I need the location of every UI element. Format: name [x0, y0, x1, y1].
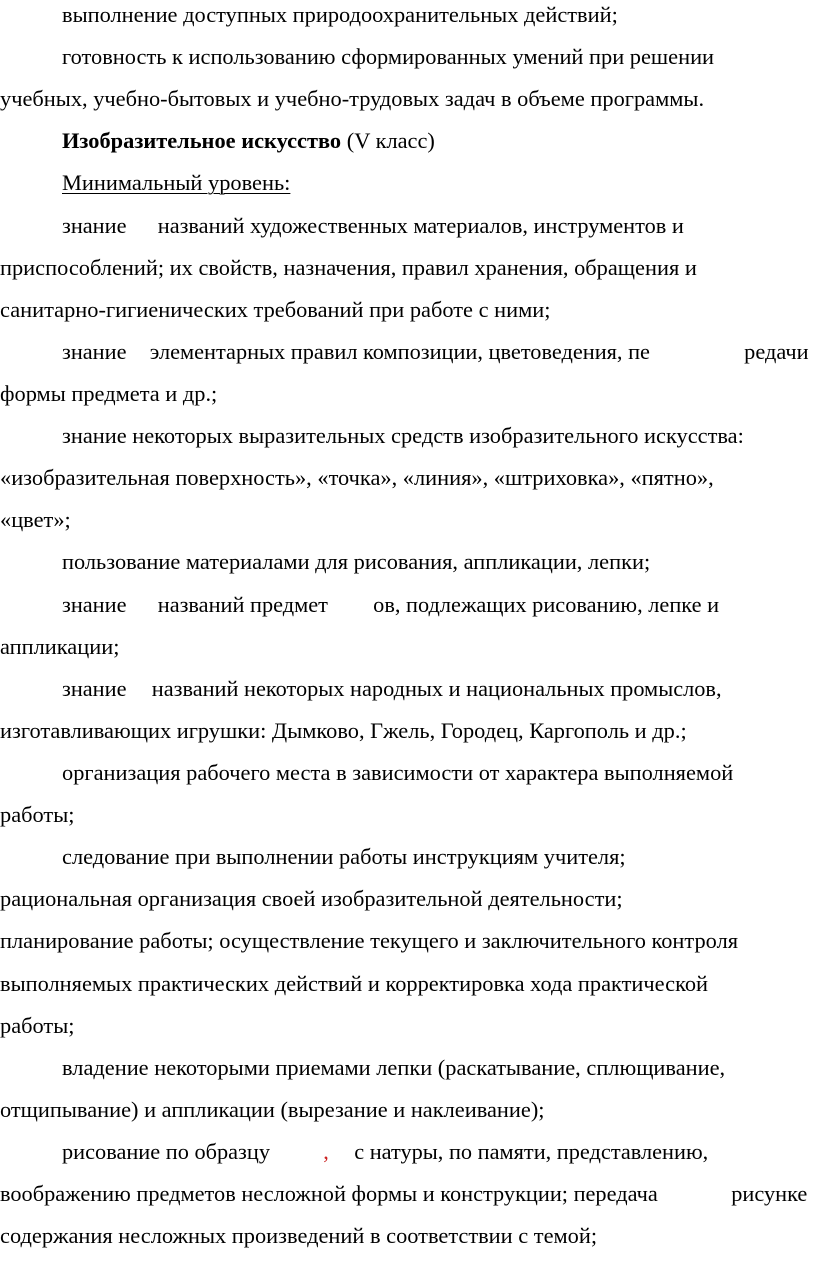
minimal-level-label: Минимальный уровень: — [62, 170, 291, 195]
text-line: организация рабочего места в зависимости от характера выполняемой — [62, 760, 734, 785]
text-line: готовность к использованию сформированных умений при решении — [62, 44, 715, 69]
text-fragment: знание — [62, 213, 127, 238]
text-fragment: с натуры, по памяти, представлению, — [354, 1139, 709, 1164]
text-line: аппликации; — [0, 634, 120, 659]
text-fragment: названий некоторых народных и национальных промыслов, — [151, 676, 722, 701]
text-line: выполняемых практических действий и корректировка хода практической — [0, 971, 709, 996]
text-fragment: рисунке — [731, 1181, 808, 1206]
section-heading — [62, 126, 435, 156]
text-line: санитарно-гигиенических требований при работе с ними; — [0, 297, 551, 322]
text-fragment: ов, подлежащих рисованию, лепке и — [373, 592, 720, 617]
text-line: владение некоторыми приемами лепки (раскатывание, сплющивание, — [62, 1055, 726, 1080]
text-line: планирование работы; осуществление текущего и заключительного контроля — [0, 928, 739, 953]
text-line — [62, 590, 814, 620]
text-line: учебных, учебно-бытовых и учебно-трудовых задач в объеме программы. — [0, 86, 705, 111]
text-fragment: воображению предметов несложной формы и конструкции; передача — [0, 1181, 658, 1206]
text-line: содержания несложных произведений в соответствии с темой; — [0, 1223, 598, 1248]
text-fragment: названий предмет — [157, 592, 328, 617]
text-fragment: рисование по образцу — [62, 1139, 270, 1164]
text-line — [62, 211, 814, 241]
text-line: следование при выполнении работы инструкциям учителя; — [62, 844, 626, 869]
text-line — [62, 337, 814, 367]
text-line: работы; — [0, 1013, 75, 1038]
red-comma: , — [323, 1139, 329, 1164]
text-line: приспособлений; их свойств, назначения, правил хранения, обращения и — [0, 255, 697, 280]
text-line: пользование материалами для рисования, аппликации, лепки; — [62, 549, 651, 574]
text-line — [62, 1137, 814, 1167]
text-fragment: знание — [62, 592, 127, 617]
text-line: работы; — [0, 802, 75, 827]
subject-title: Изобразительное искусство — [62, 128, 342, 153]
text-line: «цвет»; — [0, 507, 71, 532]
text-fragment: знание — [62, 339, 127, 364]
text-line: «изобразительная поверхность», «точка», «линия», «штриховка», «пятно», — [0, 465, 714, 490]
text-line: рациональная организация своей изобразительной деятельности; — [0, 886, 623, 911]
level-heading — [62, 168, 290, 198]
text-line: выполнение доступных природоохранительных действий; — [62, 2, 618, 27]
text-line: знание некоторых выразительных средств изобразительного искусства: — [62, 423, 744, 448]
text-line — [0, 1179, 814, 1209]
text-fragment: знание — [62, 676, 127, 701]
text-fragment: элементарных правил композиции, цветоведения, пе — [149, 339, 650, 364]
text-line — [62, 674, 814, 704]
text-line: формы предмета и др.; — [0, 381, 218, 406]
grade-label: (V класс) — [346, 128, 435, 153]
text-fragment: названий художественных материалов, инструментов и — [157, 213, 684, 238]
text-fragment: редачи — [744, 339, 809, 364]
text-line: изготавливающих игрушки: Дымково, Гжель, Городец, Каргополь и др.; — [0, 718, 687, 743]
text-line: отщипывание) и аппликации (вырезание и наклеивание); — [0, 1097, 545, 1122]
